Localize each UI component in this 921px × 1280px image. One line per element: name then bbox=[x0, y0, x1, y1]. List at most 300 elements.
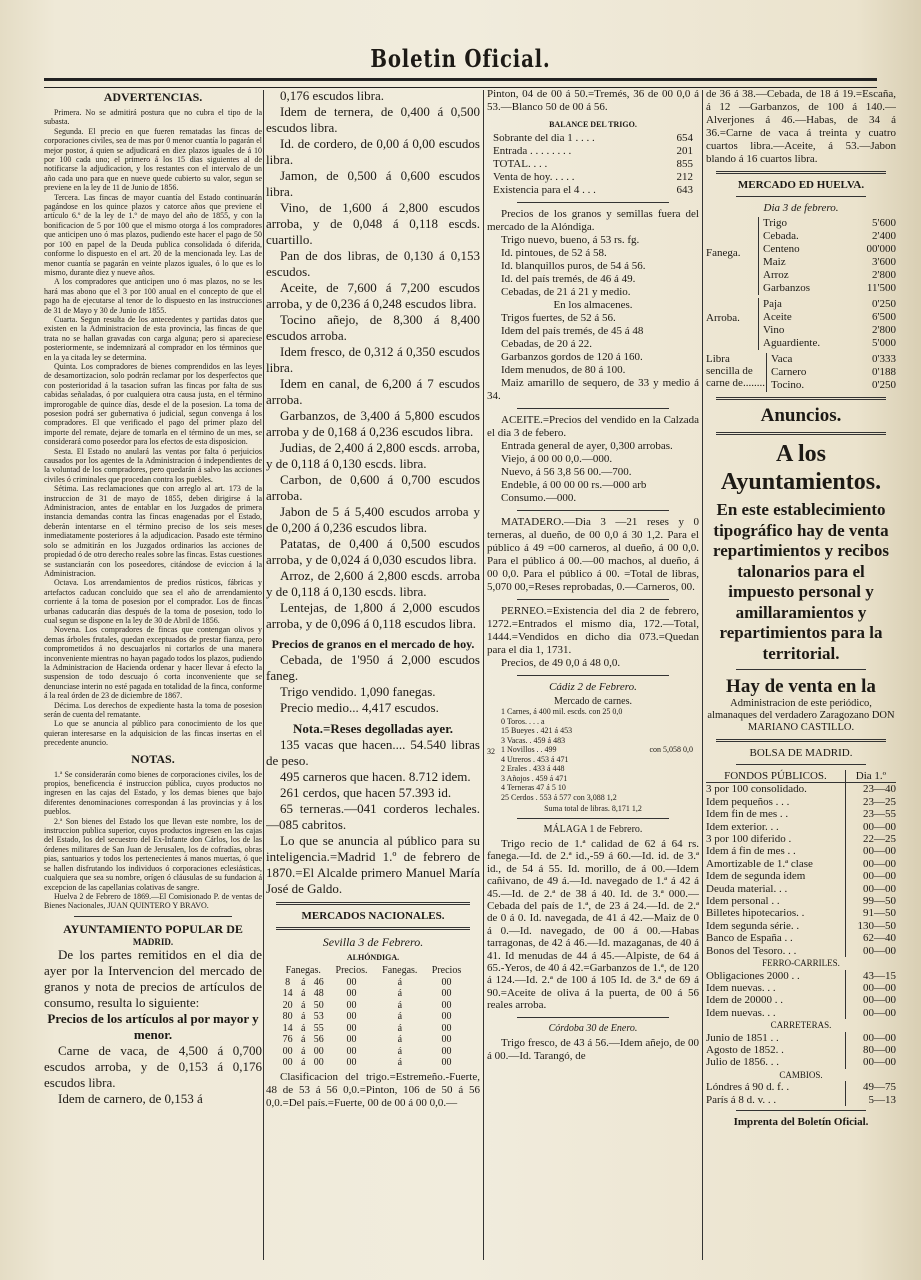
divider bbox=[276, 927, 470, 930]
precio-line: Id. pintoues, de 52 á 58. bbox=[501, 247, 607, 259]
bolsa-label: Lóndres á 90 d. f. . bbox=[706, 1081, 790, 1094]
sevilla-dateline: Sevilla 3 de Febrero. bbox=[322, 935, 424, 949]
advertencia-paragraph: Sesta. El Estado no anulará las ventas por falta ó perjuicios causados por los agentes de la Administracion ó independientes de la voluntad de los compradores, pero quedarán á salvo las acciones civiles ó criminales que procedan contra los puebles. bbox=[44, 446, 262, 484]
fanega-row bbox=[763, 243, 896, 256]
fanega-row bbox=[763, 256, 896, 269]
advertencia-paragraph: A los compradores que anticipen uno ó mas plazos, no se les hará mas abono que el 3 por 100 anual en el concepto de que el pago ha de ejecutarse al tenor de lo dispuesto en las instrucciones de 31 de Mayo y 30 de Junio de 1855. bbox=[44, 277, 262, 315]
divider bbox=[74, 916, 232, 917]
table-row bbox=[278, 1011, 468, 1023]
dia-heading: Dia 1.º bbox=[845, 770, 896, 783]
table-cell: 00 bbox=[346, 999, 357, 1011]
arroba-value: 5'000 bbox=[872, 337, 896, 349]
bolsa-row bbox=[706, 1081, 896, 1093]
bolsa-label: Idem nuevas. . . bbox=[706, 981, 776, 994]
nota-paragraph: 1.ª Se considerarán como bienes de corporaciones civiles, los de propios, beneficencia é instruccion pública, cuyos productos no ingresen en las cajas del Estado, y los demas bienes que bajo diferentes denominaciones correspondan á las provincias y á los pueblos. bbox=[44, 769, 262, 817]
bolsa-label: Idem exterior. . . bbox=[706, 820, 779, 833]
balance-label: Venta de hoy. . . . . bbox=[493, 171, 575, 183]
balance-row bbox=[493, 145, 693, 158]
reses-line: 495 carneros que hacen. 8.712 idem. bbox=[280, 769, 471, 784]
price-line: Judias, de 2,400 á 2,800 escds. arroba, y de 0,118 á 0,130 escds. libra. bbox=[266, 440, 480, 471]
table-header: Fanegas. bbox=[285, 965, 321, 976]
advertencia-paragraph: Quinta. Los compradores de bienes comprendidos en las leyes de desamortizacion, solo podrán reclamar por los desperfectos que con posterioridad á la tasacion sufran las fincas por falta de sus cabidas señaladas, ó por cualquiera otra causa justa, en el término improrogable de quince días, desde el de la posesion. La toma de posesion podrá ser gubernativa ó judicial, segun convenga á los compradores. El que verificado el pago del primer plazo del importe del remate, dejare de tomarla en el término de un mes, se considerará como poseedor para los efectos de esta disposicion. bbox=[44, 361, 262, 447]
matadero-text: MATADERO.—Dia 3 —21 reses y 0 terneras, al dueño, de 00 0,0 á 30 1,2. Para el público á 49 =00 carneros, al dueño, á 00 0,0. Para el público á 00.—00 machos, al dueño, á 00 0,0. Para el público á 00. =Total de libras, 5,070 00,=Reses reprobadas, 0.—Carneros, 00. bbox=[487, 516, 699, 593]
bolsa-label: Idem pequeños . . . bbox=[706, 795, 790, 808]
bolsa-row bbox=[706, 907, 896, 919]
aceite-consumo: Consumo.—000. bbox=[501, 492, 577, 504]
balance-value: 643 bbox=[676, 184, 693, 196]
arroba-value: 2'800 bbox=[872, 324, 896, 336]
arroba-value: 6'500 bbox=[872, 311, 896, 323]
divider bbox=[517, 202, 669, 203]
arroba-group bbox=[706, 298, 896, 350]
bolsa-row bbox=[706, 1044, 896, 1056]
notas-heading: NOTAS. bbox=[131, 751, 175, 766]
cadiz-total: Suma total de libras. 8,171 1,2 bbox=[544, 804, 642, 813]
almacenes-list bbox=[487, 312, 699, 403]
libra-item: Vaca bbox=[771, 353, 793, 365]
fanega-value: 11'500 bbox=[866, 282, 896, 294]
bolsa-row bbox=[706, 970, 896, 982]
bolsa-value: 91—50 bbox=[845, 907, 896, 919]
libra-value: 0'333 bbox=[872, 353, 896, 365]
price-line: Pan de dos libras, de 0,130 á 0,153 escudos. bbox=[266, 248, 480, 279]
table-cell: 00 bbox=[441, 1022, 452, 1034]
arroba-item: Aguardiente. bbox=[763, 337, 821, 349]
table-cell: 00 bbox=[346, 1057, 357, 1068]
bolsa-label: Idem de 20000 . . bbox=[706, 994, 783, 1007]
cadiz-row: 1 Novillos . . 499 bbox=[501, 745, 557, 754]
ayuntamiento-intro: De los partes remitidos en el dia de ayer por la Intervencion del mercado de granos y nota de precios de artículos de consumo, resulta lo siguiente: bbox=[44, 946, 262, 1010]
table-cell: á bbox=[397, 1011, 403, 1022]
bolsa-value: 00—00 bbox=[845, 883, 896, 895]
bolsa-row bbox=[706, 796, 896, 808]
table-cell: á bbox=[397, 1045, 403, 1057]
table-cell: 46 bbox=[313, 976, 324, 988]
fanega-item: Garbanzos bbox=[763, 282, 811, 294]
fanega-item: Maiz bbox=[763, 256, 786, 268]
cordoba-text: Trigo fresco, de 43 á 56.—Idem añejo, de 00 á 00.—Id. Tarangó, de bbox=[487, 1036, 699, 1062]
bolsa-row bbox=[706, 783, 896, 796]
reses-line: 261 cerdos, que hacen 57.393 id. bbox=[280, 785, 452, 800]
divider bbox=[517, 1017, 669, 1018]
libra-row bbox=[771, 353, 896, 366]
precio-line: Trigo nuevo, bueno, á 53 rs. fg. bbox=[501, 234, 640, 246]
cordoba-continued: de 36 á 38.—Cebada, de 18 á 19.=Escaña, á 12 —Garbanzos, de 100 á 140.—Alverjones á 46.—Habas, de 34 á 36.=Carne de vaca á treinta y cuatro cuartos libra.—Aceite, á 53.—Jabon blando á 16 cuartos libra. bbox=[706, 88, 896, 165]
arroba-row bbox=[763, 298, 896, 311]
bolsa-row bbox=[706, 994, 896, 1006]
bolsa-label: Bonos del Tesoro. . . bbox=[706, 944, 797, 957]
precios-heading: Precios de los granos y semillas fuera del mercado de la Alóndiga. bbox=[487, 208, 699, 233]
hay-venta-heading: Hay de venta en la bbox=[726, 676, 876, 697]
balance-value: 201 bbox=[676, 145, 693, 157]
bolsa-label: París á 8 d. v. . . bbox=[706, 1093, 777, 1106]
divider bbox=[517, 675, 669, 676]
table-cell: 00 bbox=[346, 988, 357, 999]
table-header: Precios bbox=[431, 965, 462, 976]
aceite-nuevo: Nuevo, á 56 3,8 56 00.—700. bbox=[501, 466, 632, 478]
table-cell: 00 bbox=[346, 1045, 357, 1057]
notas-list bbox=[44, 770, 262, 911]
clasificacion-trigo: Clasificacion del trigo.=Estremeño.-Fuerte, 48 de 53 á 56 0,0.=Pinton, 106 de 50 á 56 0,0.=Del país.=Fuerte, 00 de 00 á 00 0,0.— bbox=[266, 1070, 480, 1109]
ayuntamiento-heading: AYUNTAMIENTO POPULAR DE bbox=[63, 921, 243, 936]
precios-list bbox=[487, 234, 699, 299]
divider bbox=[736, 196, 866, 197]
cadiz-dateline: Cádiz 2 de Febrero. bbox=[549, 681, 637, 693]
aceite-entrada: Entrada general de ayer, 0,300 arrobas. bbox=[501, 440, 673, 452]
divider bbox=[736, 1110, 866, 1111]
advertencia-paragraph: Cuarta. Segun resulta de los antecedentes y partidas datos que existen en la Administracion de esta provincia, las fincas de que trata no se hallan gravadas con carga alguna; pero si apareciese posteriormente, se indemnizará al comprador en los términos que en la ya citada ley se determina. bbox=[44, 314, 262, 362]
balance-row bbox=[493, 158, 693, 171]
bolsa-row bbox=[706, 932, 896, 944]
table-row bbox=[278, 1057, 468, 1069]
fanega-item: Trigo bbox=[763, 217, 788, 229]
table-cell: á bbox=[300, 1022, 306, 1034]
bolsa-value: 130—50 bbox=[845, 920, 896, 932]
bolsa-label: 3 por 100 consolidado. bbox=[706, 783, 807, 796]
bolsa-value: 00—00 bbox=[845, 845, 896, 857]
masthead-title: Boletin Oficial. bbox=[370, 44, 551, 73]
bolsa-row bbox=[706, 845, 896, 857]
fanega-row bbox=[763, 230, 896, 243]
price-line: Vino, de 1,600 á 2,800 escudos arroba, y de 0,048 á 0,118 escds. cuartillo. bbox=[266, 200, 480, 247]
column-4 bbox=[706, 88, 896, 1268]
table-cell: á bbox=[300, 999, 306, 1011]
huelva-dateline: Dia 3 de febrero. bbox=[763, 202, 839, 214]
bolsa-row bbox=[706, 920, 896, 932]
column-1 bbox=[44, 88, 262, 1268]
price-line: Garbanzos, de 3,400 á 5,800 escudos arroba y de 0,168 á 0,236 escudos libra. bbox=[266, 408, 480, 439]
table-row bbox=[278, 1023, 468, 1035]
table-cell: á bbox=[300, 1057, 306, 1068]
bolsa-label: Deuda material. . . bbox=[706, 882, 788, 895]
libra-label: Libra sencilla de carne de........ bbox=[706, 353, 765, 389]
advertencias-list bbox=[44, 108, 262, 748]
bolsa-value: 99—50 bbox=[845, 895, 896, 907]
imprenta-footer: Imprenta del Boletín Oficial. bbox=[733, 1115, 869, 1128]
cadiz-brace-count: 32 bbox=[487, 747, 495, 756]
price-line: Id. de cordero, de 0,00 á 0,00 escudos libra. bbox=[266, 136, 480, 167]
almacen-line: Trigos fuertes, de 52 á 56. bbox=[501, 312, 616, 324]
bolsa-section-heading: CAMBIOS. bbox=[779, 1069, 823, 1080]
bolsa-value: 00—00 bbox=[845, 982, 896, 994]
table-cell: 00 bbox=[346, 1034, 357, 1045]
table-cell: á bbox=[397, 999, 403, 1011]
arroba-value: 0'250 bbox=[872, 298, 896, 310]
price-line: Carbon, de 0,600 á 0,700 escudos arroba. bbox=[266, 472, 480, 503]
divider bbox=[517, 599, 669, 600]
advertencia-paragraph: Octava. Los arrendamientos de predios rústicos, fábricas y artefactos caducan concluido que sea el año de arrendamiento corriente á la toma de posesion por el comprador. Los de fincas urbanas caducarán dias después de la toma de posesion, todo lo cual segun se dispone en la ley de 30 de Abril de 1856. bbox=[44, 578, 262, 625]
carnero-price: Idem de carnero, de 0,153 á bbox=[58, 1090, 203, 1106]
price-line: Jamon, de 0,500 á 0,600 escudos libra. bbox=[266, 168, 480, 199]
table-cell: á bbox=[300, 1034, 306, 1045]
bolsa-label: 3 por 100 diferido . bbox=[706, 833, 792, 846]
column-divider bbox=[263, 90, 264, 1260]
divider bbox=[736, 764, 866, 765]
table-row bbox=[278, 988, 468, 1000]
table-header: Precios. bbox=[335, 965, 368, 976]
bolsa-section-heading: CARRETERAS. bbox=[770, 1020, 832, 1031]
bolsa-value: 00—00 bbox=[845, 858, 896, 870]
table-cell: 8 bbox=[285, 976, 291, 988]
table-cell: á bbox=[300, 1045, 306, 1057]
carne-vaca-price: Carne de vaca, de 4,500 á 0,700 escudos arroba, y de 0,153 á 0,176 escudos libra. bbox=[44, 1042, 262, 1090]
table-cell: 00 bbox=[313, 1057, 324, 1068]
arroba-row bbox=[763, 311, 896, 324]
advertencia-paragraph: Segunda. El precio en que fueren rematadas las fincas de corporaciones civiles, sea de mas por 0 menor cuantía lo pagarán el mejor postor, á quien se adjudicará en diez plazos iguales de á 10 por 100 cada uno; el primero á los 15 dias siguientes al de notificarse la adjudicacion, y los restantes con el intervalo de un año cada uno para que en nueve quede cubierto su valor, segun se previene en la ley de 11 de Junio de 1856. bbox=[44, 126, 262, 193]
almacen-line: Maiz amarillo de sequero, de 33 y medio á 34. bbox=[487, 377, 699, 402]
fanega-item: Centeno bbox=[763, 243, 800, 255]
granos-line: Precio medio... 4,417 escudos. bbox=[280, 700, 439, 715]
bolsa-value: 23—25 bbox=[845, 796, 896, 808]
bolsa-value: 62—40 bbox=[845, 932, 896, 944]
bolsa-value: 00—00 bbox=[845, 870, 896, 882]
table-cell: 00 bbox=[441, 1045, 452, 1057]
hay-venta-text: Administracion de este periódico, almanaques del verdadero Zaragozano DON MARIANO CASTILLO. bbox=[707, 698, 895, 733]
bolsa-value: 00—00 bbox=[845, 1007, 896, 1019]
table-cell: 50 bbox=[313, 999, 324, 1011]
cadiz-table bbox=[487, 707, 699, 802]
table-row bbox=[278, 1034, 468, 1046]
price-line: Idem en canal, de 6,200 á 7 escudos arroba. bbox=[266, 376, 480, 407]
bolsa-row bbox=[706, 808, 896, 820]
table-cell: 00 bbox=[441, 1057, 452, 1068]
almacen-line: Cebadas, de 20 á 22. bbox=[501, 338, 593, 350]
precio-line: Cebadas, de 21 á 21 y medio. bbox=[501, 286, 631, 298]
granos-heading: Precios de granos en el mercado de hoy. bbox=[271, 637, 475, 651]
table-row bbox=[278, 977, 468, 989]
almacenes-heading: En los almacenes. bbox=[553, 299, 633, 311]
fanega-value: 00'000 bbox=[866, 243, 896, 255]
balance-label: Existencia para el 4 . . . bbox=[493, 184, 596, 196]
balance-value: 212 bbox=[676, 171, 693, 183]
table-cell: 00 bbox=[282, 1045, 293, 1057]
cadiz-row: 3 Vacas. . 459 á 483 bbox=[501, 735, 566, 745]
perneo-precios: Precios, de 49 0,0 á 48 0,0. bbox=[501, 657, 621, 669]
bolsa-section-row bbox=[706, 957, 896, 969]
price-line: Jabon de 5 á 5,400 escudos arroba y de 0,200 á 0,236 escudos libra. bbox=[266, 504, 480, 535]
bolsa-value: 00—00 bbox=[845, 821, 896, 833]
table-cell: 14 bbox=[282, 1022, 293, 1034]
advertencia-paragraph: Novena. Los compradores de fincas que contengan olivos y demas árboles frutales, quedan exceptuados de prestar fianza, pero comprometidos á no descuajarlos ni cortarlos de una manera inconveniente mientras no hayan pagado todos los plazos, pudiendo la Administracion de Hacienda ordenar y hacer llevar á efecto la suspension de todo descuajo ó corta inconveniente que se denunciase interin no esté pagada en totalidad de la finca, conforme á la real órden de 23 de diciembre de 1867. bbox=[44, 625, 262, 701]
reses-line: 65 terneras.—041 corderos lechales.—085 cabritos. bbox=[266, 801, 480, 832]
bolsa-row bbox=[706, 1032, 896, 1044]
consumo-prices bbox=[266, 88, 480, 632]
arroba-row bbox=[763, 324, 896, 337]
aceite-viejo: Viejo, á 00 00 0,0.—000. bbox=[501, 453, 613, 465]
divider bbox=[716, 432, 886, 435]
fanega-group bbox=[706, 217, 896, 295]
table-cell: á bbox=[300, 1011, 306, 1022]
masthead-rule bbox=[44, 78, 877, 88]
cadiz-row: 1 Carnes, á 400 mil. escds. con 25 0,0 bbox=[501, 707, 623, 716]
cadiz-row: 4 Terneras 47 á 5 10 bbox=[501, 783, 566, 792]
table-cell: 53 bbox=[313, 1011, 324, 1022]
arroba-item: Paja bbox=[763, 298, 782, 310]
fondos-heading: FONDOS PÚBLICOS. bbox=[706, 770, 845, 783]
bolsa-label: Idem segunda série. . bbox=[706, 919, 800, 932]
fanega-value: 5'600 bbox=[872, 217, 896, 229]
aceite-endeble: Endeble, á 00 00 00 rs.—000 arb bbox=[501, 479, 647, 491]
bolsa-section-row bbox=[706, 1069, 896, 1081]
column-divider bbox=[702, 90, 703, 1260]
ayuntamiento-subtitle: Precios de los artículos al por mayor y menor. bbox=[47, 1010, 259, 1042]
fanega-item: Arroz bbox=[763, 269, 789, 281]
table-cell: 00 bbox=[441, 976, 452, 988]
bolsa-value: 80—00 bbox=[845, 1044, 896, 1056]
price-line: 0,176 escudos libra. bbox=[280, 88, 384, 103]
nota-paragraph: Huelva 2 de Febrero de 1869.—El Comisionado P. de ventas de Bienes Nacionales, JUAN QUINTERO Y BRAVO. bbox=[44, 891, 262, 911]
fanega-row bbox=[763, 269, 896, 282]
reses-heading: Nota.=Reses degolladas ayer. bbox=[292, 721, 454, 736]
divider bbox=[716, 171, 886, 174]
fanega-row bbox=[763, 217, 896, 230]
nota-paragraph: 2.ª Son bienes del Estado los que llevan este nombre, los de instruccion publica superior, cuyos productos ingresen en las cajas del Estado, los del secuestro del Ex-Infante don Cárlos, los de las órdenes militares de San Juan de Jerusalen, los de cofradías, obras pias, santuarios y todos los pertenecientes á manos muertas, ó que se hallen disfrutando los individuos ó corporaciones eclesiásticas, cualquiera que sea su nombre, orígen ó cláusulas de su fundacion á excepcion de las capellanias colativas de sangre. bbox=[44, 816, 262, 892]
table-cell: 55 bbox=[313, 1022, 324, 1034]
balance-row bbox=[493, 132, 693, 145]
arroba-item: Vino bbox=[763, 324, 785, 336]
libra-value: 0'250 bbox=[872, 379, 896, 391]
bolsa-value: 49—75 bbox=[845, 1081, 896, 1093]
divider bbox=[517, 818, 669, 819]
table-cell: 14 bbox=[282, 988, 293, 999]
huelva-heading: MERCADO ED HUELVA. bbox=[737, 179, 865, 191]
malaga-text: Trigo recio de 1.ª calidad de 62 á 64 rs. fanega.—Id. de 2.ª id.,-59 á 60.—Id. id. de 3.ª id., de 54 á 55. Id. morillo, de á 00.—Idem cañivano, de 49 á.—Id. navegado de 1.ª á 42 á 45.—Id. de 2.ª de 38 á 40. Id. de 3.ª 000.—Cebada del país de 1.ª, de 23 á 24.—Id. de 2.ª de 0 á 0. Id. navegada, de 41 á 42.—Maiz de 0 á 0.—Id. navegado, de 00 á 00.—Habas tarragonas, de 42 á 46.—Id. mazaganas, de 40 á 41. Id menudas de 44 á 45.—Alpiste, de 64 á 65.-Yeros, de 40 á 42.=Garbanzos de 1.ª, de 120 á 124.—Id. 2.ª de 100 á 105 Id. de 3.ª de 69 á 90.=Aceite de oliva á la puerta, de 00 á 56 reales arroba. bbox=[487, 838, 699, 1012]
bolsa-value: 23—40 bbox=[845, 783, 896, 796]
table-cell: á bbox=[300, 988, 306, 999]
anuncios-heading: Anuncios. bbox=[760, 405, 842, 426]
almacen-line: Garbanzos gordos de 120 á 160. bbox=[501, 351, 643, 363]
table-cell: 00 bbox=[346, 1022, 357, 1034]
price-line: Arroz, de 2,600 á 2,800 escds. arroba y de 0,118 á 0,130 escds. libra. bbox=[266, 568, 480, 599]
bolsa-row bbox=[706, 895, 896, 907]
table-cell: 76 bbox=[282, 1034, 293, 1045]
ayuntamientos-heading: A los Ayuntamientos. bbox=[720, 441, 882, 495]
bolsa-row bbox=[706, 982, 896, 994]
table-cell: á bbox=[397, 1022, 403, 1034]
table-cell: 00 bbox=[441, 999, 452, 1011]
table-cell: 00 bbox=[313, 1045, 324, 1057]
divider bbox=[716, 397, 886, 400]
granos-line: Cebada, de 1'950 á 2,000 escudos faneg. bbox=[266, 652, 480, 683]
bolsa-label: Idem de segunda idem bbox=[706, 870, 806, 883]
bolsa-row bbox=[706, 833, 896, 845]
price-line: Idem de ternera, de 0,400 á 0,500 escudos libra. bbox=[266, 104, 480, 135]
balance-label: Entrada . . . . . . . . bbox=[493, 145, 572, 157]
table-cell: á bbox=[397, 1034, 403, 1045]
cadiz-row: 2 Erales . 433 á 448 bbox=[501, 764, 565, 773]
cadiz-row: 0 Toros. . . . a bbox=[501, 716, 545, 726]
advertencia-paragraph: Tercera. Las fincas de mayor cuantía del Estado continuarán pagándose en los quince plazos y catorce años que previene el artículo 6.º de la ley de 1.º de mayo del año de 1855, y con la bonificacion de 5 por 100 que el mismo otorga á los compradores que anticipen uno ó mas plazos, pudiendo este hacer el pago de 50 por 100 en papel de la Deuda publica consolidada ó diferida, conforme lo dispuesto en el art. 20 de la mencionada ley. Las de menor cuantía se pagarán en veinte plazos iguales, ó lo que es lo mismo, durante diez y nueve años. bbox=[44, 192, 262, 277]
alhondiga-table bbox=[278, 965, 468, 1069]
price-line: Idem fresco, de 0,312 á 0,350 escudos libra. bbox=[266, 344, 480, 375]
balance-value: 855 bbox=[676, 158, 693, 170]
bolsa-label: Idem personal . . bbox=[706, 895, 780, 908]
table-header: Fanegas. bbox=[382, 965, 418, 976]
table-cell: 00 bbox=[441, 988, 452, 999]
bolsa-table bbox=[706, 770, 896, 1106]
bolsa-value: 00—00 bbox=[845, 994, 896, 1006]
bolsa-label: Idem nuevas. . . bbox=[706, 1006, 776, 1019]
pinton-line: Pinton, 04 de 00 á 50.=Tremés, 36 de 00 0,0 á 53.—Blanco 50 de 00 á 56. bbox=[487, 88, 699, 113]
divider bbox=[716, 739, 886, 742]
cordoba-dateline: Córdoba 30 de Enero. bbox=[548, 1022, 638, 1034]
table-row bbox=[278, 1046, 468, 1058]
bolsa-label: Idem á fin de mes . . bbox=[706, 845, 796, 858]
bolsa-row bbox=[706, 945, 896, 957]
reses-list bbox=[266, 737, 480, 897]
bolsa-value: 43—15 bbox=[845, 970, 896, 982]
bolsa-row bbox=[706, 1007, 896, 1019]
balance-value: 654 bbox=[676, 132, 693, 144]
fanega-value: 3'600 bbox=[872, 256, 896, 268]
advertencias-heading: ADVERTENCIAS. bbox=[103, 90, 203, 104]
table-cell: 80 bbox=[282, 1011, 293, 1022]
cadiz-subheading: Mercado de carnes. bbox=[553, 696, 632, 707]
bolsa-label: Junio de 1851 . . bbox=[706, 1031, 779, 1044]
malaga-dateline: MÁLAGA 1 de Febrero. bbox=[543, 824, 643, 835]
balance-row bbox=[493, 184, 693, 197]
table-cell: 00 bbox=[346, 976, 357, 988]
advertencia-paragraph: Primera. No se admitirá postura que no cubra el tipo de la subasta. bbox=[44, 108, 262, 127]
fanega-row bbox=[763, 282, 896, 295]
table-cell: 00 bbox=[282, 1057, 293, 1068]
table-cell: 56 bbox=[313, 1034, 324, 1045]
table-cell: á bbox=[300, 976, 306, 988]
cadiz-row: 3 Añojos . 459 á 471 bbox=[501, 773, 568, 783]
fanega-value: 2'400 bbox=[872, 230, 896, 242]
table-cell: 00 bbox=[441, 1011, 452, 1022]
libra-item: Tocino. bbox=[771, 379, 805, 391]
granos-list bbox=[266, 652, 480, 716]
divider bbox=[517, 408, 669, 409]
balance-label: TOTAL. . . . bbox=[493, 158, 548, 170]
bolsa-row bbox=[706, 883, 896, 895]
libra-group bbox=[706, 353, 896, 392]
advertencia-paragraph: Sétima. Las reclamaciones que con arreglo al art. 173 de la instruccion de 31 de mayo de 1855, deben dirigirse á la Administracion, antes de entablar en los Juzgados de primera instancia demandas contra las fincas enagenadas por el Estado, deberán intentarse en el término preciso de los seis meses inmediatamente posteriores á la adjudicacion. Pasado este término solo se admitirán en los Juzgados ordinarios las acciones de propiedad ó de otro derecho reales sobre las fincas. Estas cuestiones se sustanciarán con los poseedores, citándose de eviccion á la Administracion. bbox=[44, 484, 262, 578]
bolsa-value: 00—00 bbox=[845, 1056, 896, 1068]
arroba-row bbox=[763, 337, 896, 350]
libra-item: Carnero bbox=[771, 366, 807, 378]
cadiz-row: 25 Cerdos . 553 á 577 con 3,088 1,2 bbox=[501, 792, 617, 802]
column-2 bbox=[266, 88, 480, 1268]
bolsa-label: Banco de España . . bbox=[706, 932, 793, 945]
precio-line: Id. del país tremés, de 46 á 49. bbox=[501, 273, 636, 285]
divider bbox=[736, 669, 866, 670]
bolsa-row bbox=[706, 821, 896, 833]
ayuntamiento-subheading: MADRID. bbox=[132, 936, 174, 947]
divider bbox=[276, 902, 470, 905]
precio-line: Id. blanquillos puros, de 54 á 56. bbox=[501, 260, 646, 272]
table-cell: 00 bbox=[441, 1034, 452, 1045]
table-cell: á bbox=[397, 976, 403, 988]
cadiz-row: 15 Bueyes . 421 á 453 bbox=[501, 726, 573, 735]
bolsa-value: 00—00 bbox=[845, 945, 896, 957]
arroba-label: Arroba. bbox=[706, 312, 740, 324]
bolsa-row bbox=[706, 870, 896, 882]
perneo-text: PERNEO.=Existencia del dia 2 de febrero, 1272.=Entrados el mismo dia, 172.—Total, 1444.=Vendidos en dicho dia 073.=Quedan para el dia 1, 1731. bbox=[487, 605, 699, 656]
granos-line: Trigo vendido. 1,090 fanegas. bbox=[280, 684, 436, 699]
table-cell: 48 bbox=[313, 988, 324, 999]
table-cell: á bbox=[397, 1057, 403, 1068]
almacen-line: Idem menudos, de 80 á 100. bbox=[501, 364, 626, 376]
bolsa-value: 00—00 bbox=[845, 1032, 896, 1044]
libra-row bbox=[771, 366, 896, 379]
column-3 bbox=[487, 88, 699, 1268]
bolsa-label: Billetes hipotecarios. . bbox=[706, 907, 805, 920]
cadiz-row: 4 Utreros . 453 á 471 bbox=[501, 754, 569, 764]
price-line: Tocino añejo, de 8,300 á 8,400 escudos arroba. bbox=[266, 312, 480, 343]
table-cell: 20 bbox=[282, 999, 293, 1011]
